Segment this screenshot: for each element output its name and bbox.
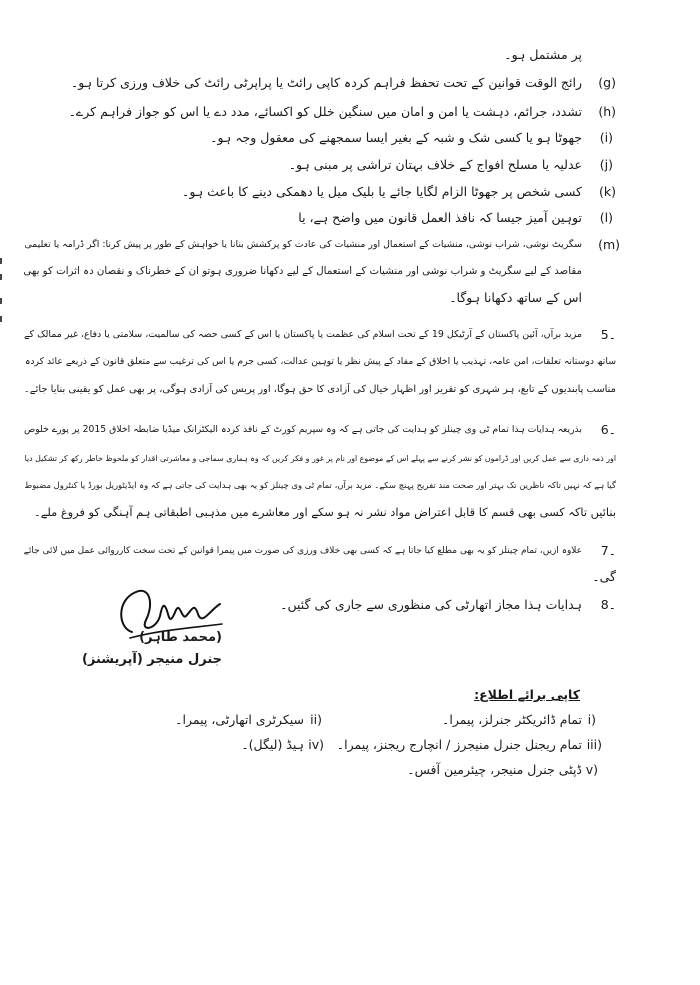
copy-heading: کاپی برائے اطلاع: [474,687,580,702]
item-text-m-line-1: سگریٹ نوشی، شراب نوشی، منشیات کے استعمال اور منشیات کی عادت کو پرکشش بنانا یا خواہش کے طور پر پیش کرنا: اگر ڈرامہ یا تعلیمی [24,239,582,250]
item-label-m: (m) [598,237,620,252]
para-5-line-2: ساتھ دوستانہ تعلقات، امن عامہ، تہذیب یا اخلاق کے مفاد کے پیش نظر یا توہین عدالت، کسی جرم یا اس کی ترغیب سے متعلق قانون کے ذریعے عائد کردہ [24,356,616,367]
signatory-name: (محمد طاہر) [139,630,222,645]
margin-mark [0,258,2,264]
copy-entry-iv: ہیڈ (لیگل)۔ [241,737,304,752]
copy-entry-i: تمام ڈائریکٹر جنرلز، پیمرا۔ [442,712,582,727]
item-text-k: کسی شخص پر جھوٹا الزام لگایا جائے یا بلیک میل یا دھمکی دینے کا باعث ہو۔ [182,184,582,199]
para-number-6: 6۔ [600,422,616,437]
copy-label-iii: iii) [586,737,602,752]
item-text-l: توہین آمیز جیسا کہ نافذ العمل قانون میں واضح ہے، یا [298,210,582,225]
para-number-7: 7۔ [600,543,616,558]
para-8-line-1: ہدایات ہذا مجاز اتھارٹی کی منظوری سے جاری کی گئیں۔ [280,597,582,612]
signatory-designation: جنرل منیجر (آپریشنز) [81,652,222,667]
item-label-h: (h) [598,104,616,119]
para-6-line-3: گیا ہے کہ نہیں تاکہ ناظرین تک بہتر اور صحت مند تفریح پہنچ سکے۔ مزید برآں، تمام ٹی وی چینلز کو یہ بھی ہدایت کی جاتی ہے کہ وہ ایڈیٹوریل بورڈ یا کنٹرول مضبوط [24,480,616,490]
item-text-h: تشدد، جرائم، دہشت یا امن و امان میں سنگین خلل کو اکسائے، مدد دے یا اس کو جواز فراہم کرے۔ [68,104,582,119]
margin-mark [0,316,2,322]
item-label-l: (l) [599,210,613,225]
para-5-line-1: مزید برآں، آئین پاکستان کے آرٹیکل 19 کے تحت اسلام کی عظمت یا پاکستان یا اس کے کسی حصہ کی سالمیت، سلامتی یا دفاع، غیر ممالک کے [24,329,582,340]
item-text-m-line-3: اس کے ساتھ دکھانا ہوگا۔ [449,290,582,305]
copy-entry-ii: سیکرٹری اتھارٹی، پیمرا۔ [175,712,304,727]
copy-label-iv: iv) [308,737,324,752]
para-7-line-1: علاوہ ازیں، تمام چینلز کو یہ بھی مطلع کیا جاتا ہے کہ کسی بھی خلاف ورزی کی صورت میں پیمرا قوانین کے تحت سخت کارروائی عمل میں لائی جائے [23,546,582,556]
para-6-line-1: بذریعہ ہدایات ہذا تمام ٹی وی چینلز کو ہدایت کی جاتی ہے کہ وہ سپریم کورٹ کے نافذ کردہ الیکٹرانک میڈیا ضابطہ اخلاق 2015 پر پورے خلوص [24,424,582,435]
para-5-line-3: مناسب پابندیوں کے تابع، ہر شہری کو تقریر اور اظہار خیال کی آزادی کا حق ہوگا، اور پریس کی آزادی ہوگی، پر بھی عمل کو یقینی بنایا جائے۔ [23,384,616,395]
para-6-line-4: بنائیں تاکہ کسی بھی قسم کا قابل اعتراض مواد نشر نہ ہو سکے اور معاشرے میں مذہبی اطبقاتی ہم آہنگی کو فروغ ملے۔ [34,505,616,519]
copy-entry-v: ڈپٹی جنرل منیجر، چیئرمین آفس۔ [407,762,582,777]
item-label-j: (j) [599,157,613,172]
para-number-5: 5۔ [600,327,616,342]
item-text-m-line-2: مقاصد کے لیے سگریٹ و شراب نوشی اور منشیات کے استعمال کے لیے دکھانا ضروری ہوتو ان کے خطرناک و نقصان دہ اثرات کو بھی [23,266,582,277]
item-text-g: رائج الوقت قوانین کے تحت تحفظ فراہم کردہ کاپی رائٹ یا پراپرٹی رائٹ کی خلاف ورزی کرتا ہو۔ [70,75,582,90]
item-text-j: عدلیہ یا مسلح افواج کے خلاف بہتان تراشی پر مبنی ہو۔ [288,157,582,172]
copy-label-ii: ii) [310,712,322,727]
para-7-line-2: گی۔ [592,569,616,584]
continuation-line: پر مشتمل ہو۔ [504,47,582,62]
para-number-8: 8۔ [600,597,616,612]
margin-mark [0,274,2,280]
para-6-line-2: اور ذمہ داری سے عمل کریں اور ڈراموں کو نشر کرنے سے پہلے اس کے موضوع اور نام پر غور و فکر کریں کہ وہ ہماری سماجی و معاشرتی اقدار کو ملحوظ خاطر رکھ کر تشکیل دیا [24,454,616,463]
item-label-g: (g) [598,75,616,90]
item-label-k: (k) [599,184,616,199]
margin-mark [0,298,2,304]
copy-label-v: v) [585,762,598,777]
copy-entry-iii: تمام ریجنل جنرل منیجرز / انچارج ریجنز، پیمرا۔ [336,737,582,752]
copy-label-i: i) [587,712,596,727]
item-label-i: (i) [599,130,613,145]
item-text-i: جھوٹا ہو یا کسی شک و شبہ کے بغیر ایسا سمجھنے کی معقول وجہ ہو۔ [210,130,582,145]
